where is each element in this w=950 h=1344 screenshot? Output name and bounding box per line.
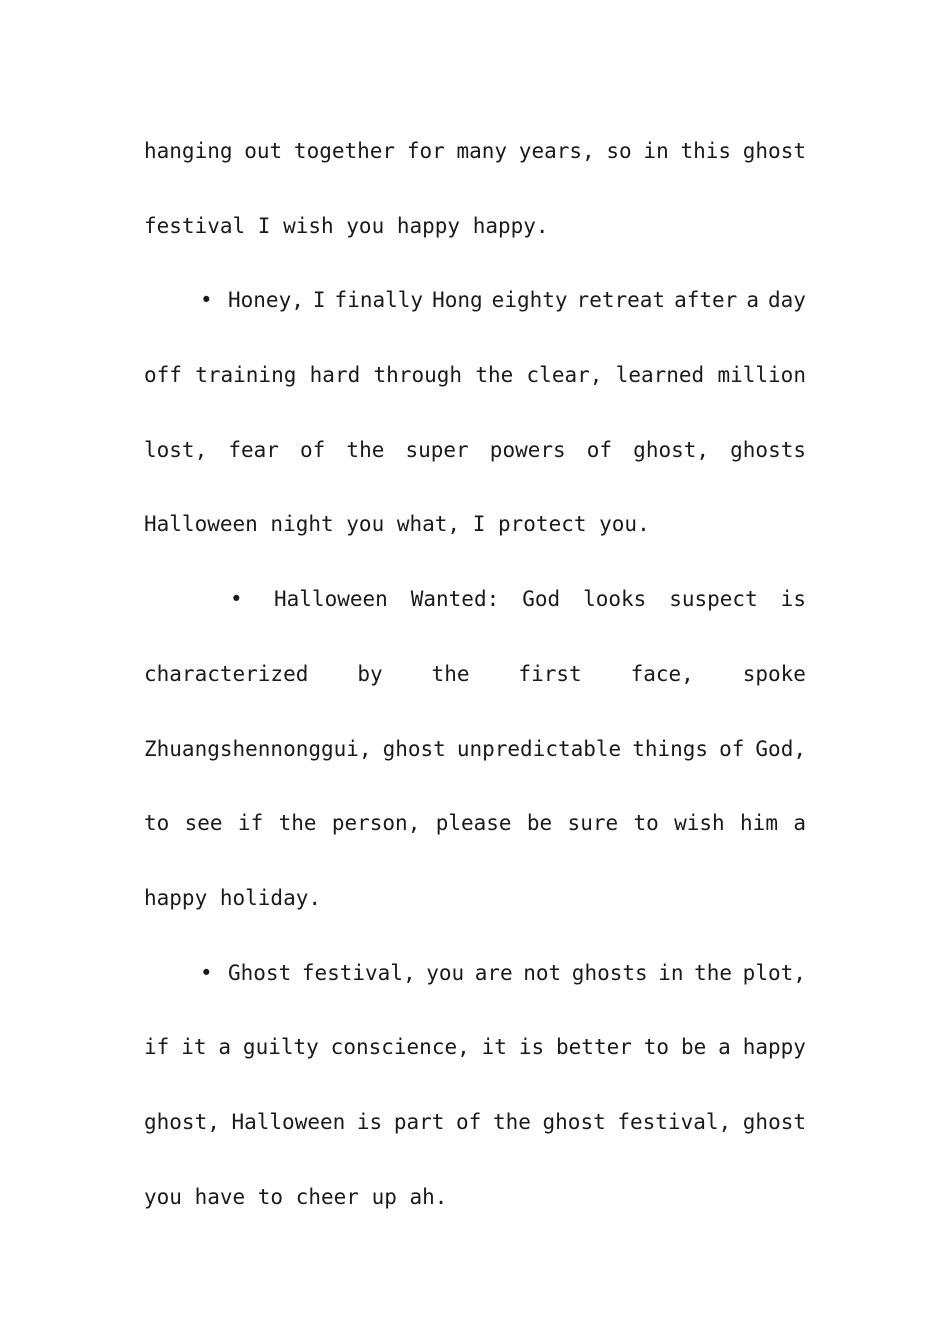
line-text: festival I wish you happy happy. (144, 213, 549, 238)
text-line (144, 562, 806, 637)
bullet-marker: • (200, 960, 213, 985)
line-text: Honey, I finally Hong eighty retreat after a day (228, 288, 806, 313)
paragraph (144, 562, 806, 935)
bullet-marker: • (230, 587, 243, 612)
line-text: if it a guilty conscience, it is better to be a happy (144, 1035, 806, 1060)
text-line (144, 861, 806, 936)
line-text: Zhuangshennonggui, ghost unpredictable things of God, (144, 736, 806, 761)
text-line (144, 114, 806, 189)
line-text: hanging out together for many years, so in this ghost (144, 139, 806, 163)
bullet-marker: • (200, 288, 213, 313)
text-line (144, 189, 806, 264)
line-text: Ghost festival, you are not ghosts in the plot, (228, 960, 806, 985)
line-text: ghost, Halloween is part of the ghost festival, ghost (144, 1109, 806, 1134)
text-line (144, 1085, 806, 1160)
line-text: off training hard through the clear, learned million (144, 363, 806, 388)
line-text: happy holiday. (144, 885, 322, 910)
text-line (144, 413, 806, 488)
text-line (144, 263, 806, 338)
document-body (144, 114, 806, 1234)
line-text: to see if the person, please be sure to wish him a (144, 811, 806, 836)
text-line (144, 712, 806, 787)
text-line (144, 1160, 806, 1235)
line-text: you have to cheer up ah. (144, 1184, 448, 1209)
text-line (144, 786, 806, 861)
text-line (144, 1010, 806, 1085)
paragraph (144, 263, 806, 562)
line-text: characterized by the first face, spoke (144, 661, 806, 686)
paragraph (144, 114, 806, 263)
text-line (144, 338, 806, 413)
line-text: Halloween night you what, I protect you. (144, 512, 650, 537)
text-line (144, 487, 806, 562)
text-line (144, 936, 806, 1011)
line-text: Halloween Wanted: God looks suspect is (274, 587, 806, 612)
paragraph (144, 936, 806, 1235)
line-text: lost, fear of the super powers of ghost, ghosts (144, 437, 806, 462)
text-line (144, 637, 806, 712)
